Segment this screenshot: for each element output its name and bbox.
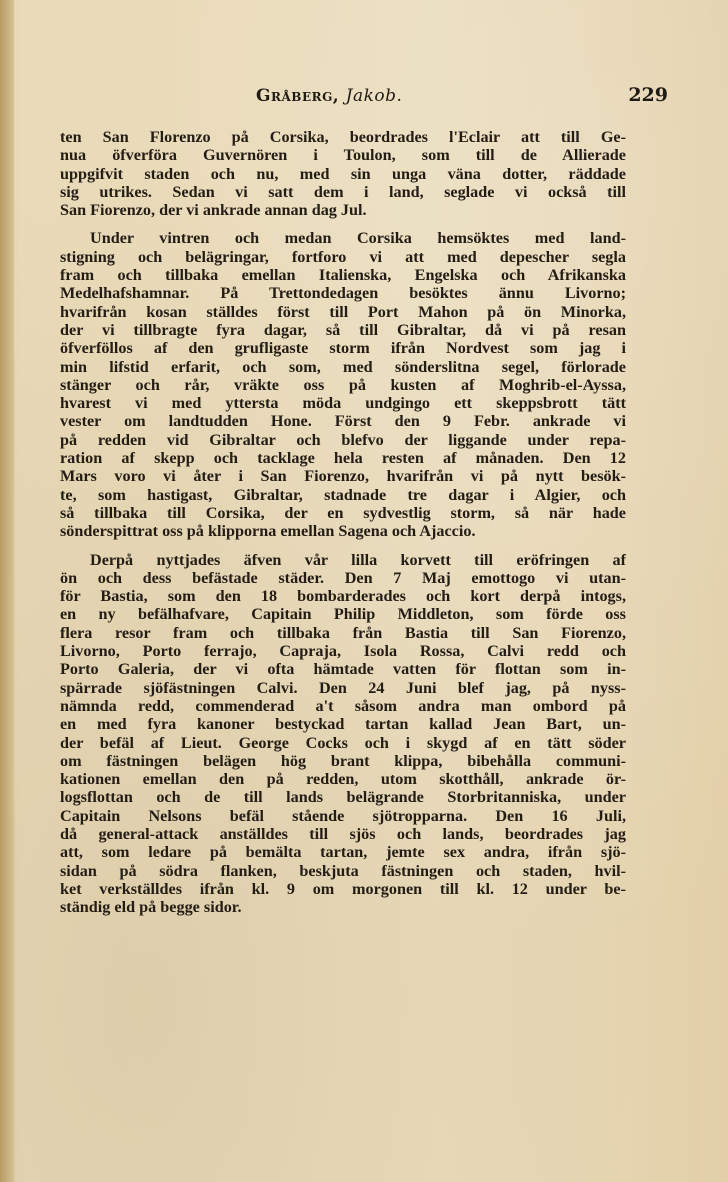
running-title-surname: Gråberg,: [256, 86, 340, 106]
text-line: min lifstid erfarit, och som, med sönderslitna segel, förlorade: [60, 357, 626, 376]
text-line: Derpå nyttjades äfven vår lilla korvett till eröfringen af: [90, 550, 626, 569]
text-line: ön och dess befästade städer. Den 7 Maj emottogo vi utan-: [60, 568, 626, 587]
page-number: 229: [628, 84, 668, 106]
text-line: ständig eld på begge sidor.: [60, 898, 242, 917]
text-line: ten San Florenzo på Corsika, beordrades l'Eclair att till Ge-: [60, 128, 626, 146]
paragraph: [60, 229, 626, 540]
text-line: der befäl af Lieut. George Cocks och i skygd af en tätt söder: [60, 733, 626, 752]
text-line: spärrade sjöfästningen Calvi. Den 24 Juni blef jag, på nyss-: [60, 678, 626, 697]
text-line: San Fiorenzo, der vi ankrade annan dag Jul.: [60, 201, 367, 220]
text-line: vester om landtudden Hone. Först den 9 Febr. ankrade vi: [60, 412, 626, 431]
paragraph: [60, 551, 626, 917]
text-line: Capitain Nelsons befäl stående sjötropparna. Den 16 Juli,: [60, 806, 626, 825]
text-line: hvarest vi med yttersta möda undgingo ett skeppsbrott tätt: [60, 394, 626, 413]
text-line: nua öfverföra Guvernören i Toulon, som till de Allierade: [60, 146, 626, 165]
text-line: nämnda redd, commenderad a't såsom andra man ombord på: [60, 696, 626, 715]
text-line: ration af skepp och tacklage hela resten af månaden. Den 12: [60, 449, 626, 468]
text-line: fram och tillbaka emellan Italienska, Engelska och Afrikanska: [60, 266, 626, 285]
page-header: [256, 84, 668, 112]
text-line: uppgifvit staden och nu, med sin unga väna dotter, räddade: [60, 164, 626, 183]
text-line: ket verkställdes ifrån kl. 9 om morgonen till kl. 12 under be-: [60, 879, 626, 898]
text-line: så tillbaka till Corsika, der en sydvestlig storm, så när hade: [60, 503, 626, 522]
text-line: öfverföllos af den grufligaste storm ifrån Nordvest som jag i: [60, 339, 626, 358]
text-line: Medelhafshamnar. På Trettondedagen besöktes ännu Livorno;: [60, 284, 626, 303]
text-line: Under vintren och medan Corsika hemsöktes med land-: [90, 229, 626, 248]
text-line: sig utrikes. Sedan vi satt dem i land, seglade vi också till: [60, 182, 626, 201]
text-line: att, som ledare på bemälta tartan, jemte sex andra, ifrån sjö-: [60, 843, 626, 862]
text-line: en med fyra kanoner bestyckad tartan kallad Jean Bart, un-: [60, 715, 626, 734]
text-line: en ny befälhafvare, Capitain Philip Middleton, som förde oss: [60, 605, 626, 624]
text-line: då general-attack anställdes till sjös och lands, beordrades jag: [60, 824, 626, 843]
text-line: Mars voro vi åter i San Fiorenzo, hvarifrån vi på nytt besök-: [60, 467, 626, 486]
text-line: sönderspittrat oss på klipporna emellan Sagena och Ajaccio.: [60, 522, 476, 541]
text-line: der vi tillbragte fyra dagar, så till Gibraltar, då vi på resan: [60, 320, 626, 339]
text-line: kationen emellan den på redden, utom skotthåll, ankrade ör-: [60, 770, 626, 789]
text-line: logsflottan och de till lands belägrande Storbritanniska, under: [60, 788, 626, 807]
body-text: [60, 128, 626, 926]
running-title: [256, 86, 402, 106]
text-line: om fästningen belägen hög brant klippa, bibehålla communi-: [60, 751, 626, 770]
page-spine-shadow: [0, 0, 14, 1182]
paragraph: [60, 128, 626, 219]
text-line: te, som hastigast, Gibraltar, stadnade tre dagar i Algier, och: [60, 485, 626, 504]
text-line: sidan på södra flanken, beskjuta fästningen och staden, hvil-: [60, 861, 626, 880]
text-line: hvarifrån kosan ställdes först till Port Mahon på ön Minorka,: [60, 302, 626, 321]
text-line: på redden vid Gibraltar och blefvo der liggande under repa-: [60, 430, 626, 449]
text-line: Porto Galeria, der vi ofta hämtade vatten för flottan som in-: [60, 660, 626, 679]
text-line: flera resor fram och tillbaka från Bastia till San Fiorenzo,: [60, 623, 626, 642]
text-line: Livorno, Porto ferrajo, Capraja, Isola Rossa, Calvi redd och: [60, 642, 626, 661]
text-line: stänger och rår, vräkte oss på kusten af Moghrib-el-Ayssa,: [60, 375, 626, 394]
text-line: stigning och belägringar, fortforo vi att med depescher segla: [60, 247, 626, 266]
running-title-given-name: Jakob.: [345, 86, 403, 106]
text-line: för Bastia, som den 18 bombarderades och kort derpå intogs,: [60, 587, 626, 606]
